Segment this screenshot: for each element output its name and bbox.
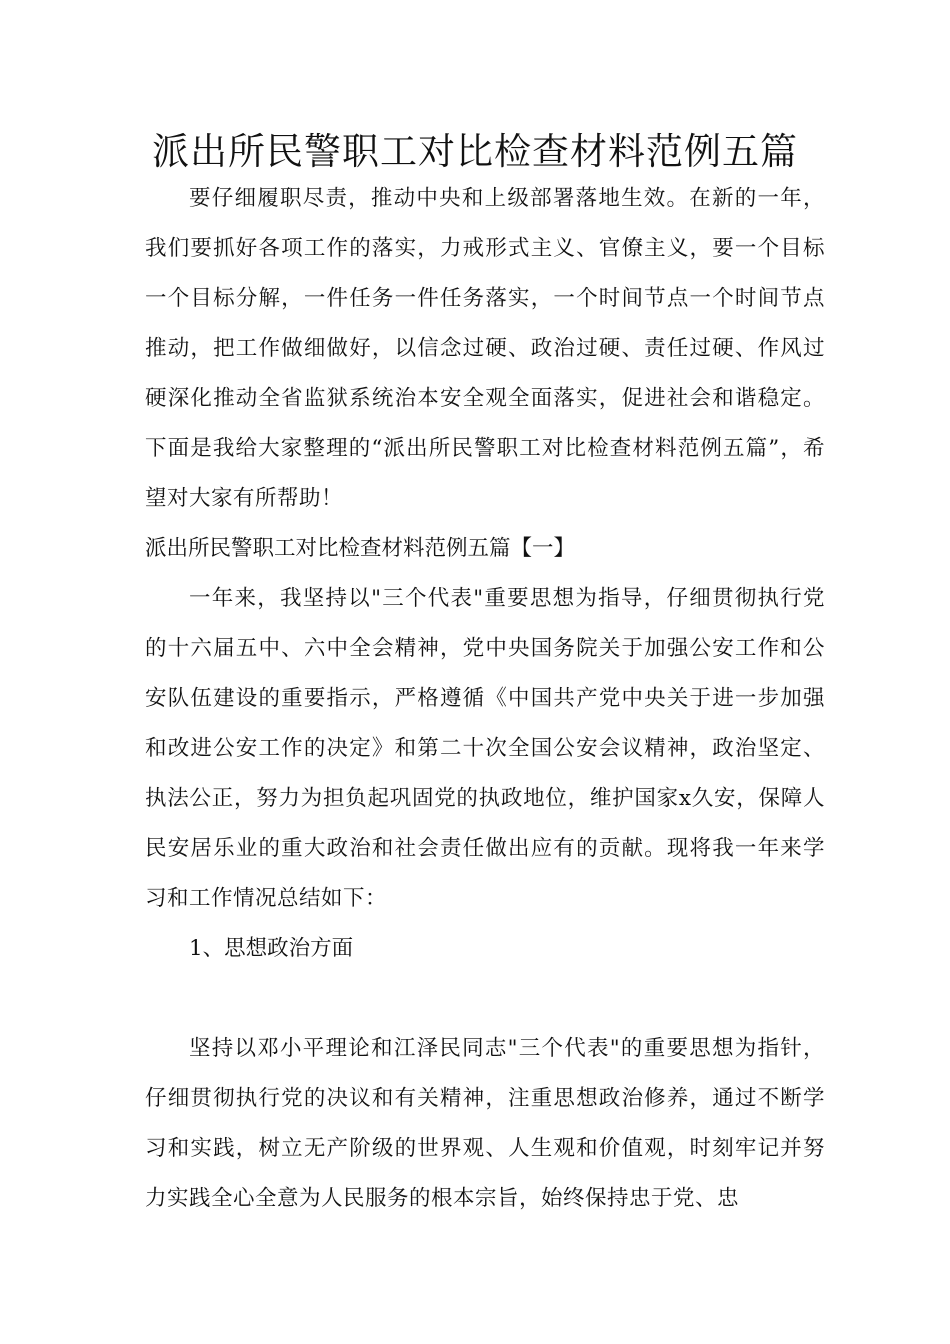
section-heading: 派出所民警职工对比检查材料范例五篇【一】	[145, 536, 576, 561]
intro-paragraph: 要仔细履职尽责，推动中央和上级部署落地生效。在新的一年，我们要抓好各项工作的落实，力戒形式主义、官僚主义，要一个目标一个目标分解，一件任务一件任务落实，一个时间节点一个时间节点推动，把工作做细做好，以信念过硬、政治过硬、责任过硬、作风过硬深化推动全省监狱系统治本安全观全面落实，促进社会和谐稳定。下面是我给大家整理的“派出所民警职工对比检查材料范例五篇”，希望对大家有所帮助！	[145, 186, 825, 511]
body-paragraph-2: 坚持以邓小平理论和江泽民同志"三个代表"的重要思想为指针，仔细贯彻执行党的决议和有关精神，注重思想政治修养，通过不断学习和实践，树立无产阶级的世界观、人生观和价值观，时刻牢记并努力实践全心全意为人民服务的根本宗旨，始终保持忠于党、忠	[145, 1036, 825, 1211]
document-title: 派出所民警职工对比检查材料范例五篇	[152, 130, 798, 173]
subheading-thought-politics: 1、思想政治方面	[189, 936, 354, 961]
body-paragraph-1: 一年来，我坚持以"三个代表"重要思想为指导，仔细贯彻执行党的十六届五中、六中全会精神，党中央国务院关于加强公安工作和公安队伍建设的重要指示，严格遵循《中国共产党中央关于进一步加强和改进公安工作的决定》和第二十次全国公安会议精神，政治坚定、执法公正，努力为担负起巩固党的执政地位，维护国家x久安，保障人民安居乐业的重大政治和社会责任做出应有的贡献。现将我一年来学习和工作情况总结如下：	[145, 586, 825, 911]
